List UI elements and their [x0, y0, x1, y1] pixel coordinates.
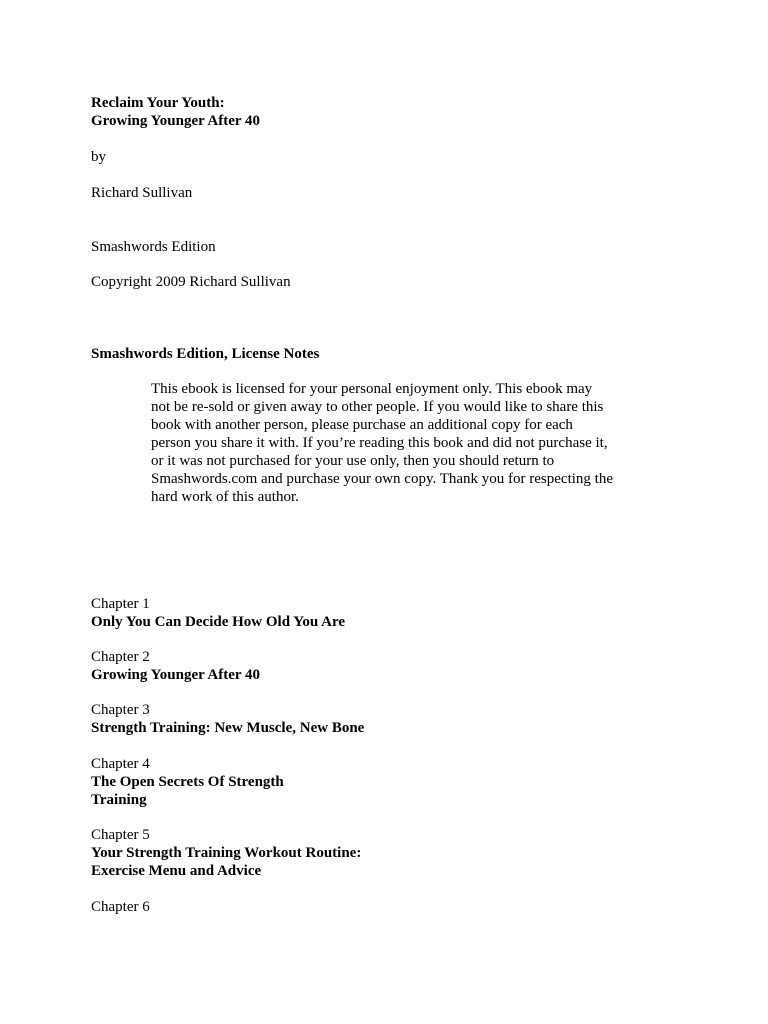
license-line: person you share it with. If you’re reading this book and did not purchase it, — [151, 435, 608, 451]
license-heading: Smashwords Edition, License Notes — [91, 346, 320, 362]
chapter-title: Only You Can Decide How Old You Are — [91, 614, 346, 630]
chapter-label: Chapter 1 — [91, 596, 150, 612]
copyright-notice: Copyright 2009 Richard Sullivan — [91, 274, 291, 290]
license-line: or it was not purchased for your use only, then you should return to — [151, 453, 555, 469]
chapter-label: Chapter 5 — [91, 827, 150, 843]
book-title-line-1: Reclaim Your Youth: — [91, 95, 225, 111]
by-line: by — [91, 149, 106, 165]
chapter-title-continued: Training — [91, 792, 147, 808]
chapter-title: The Open Secrets Of Strength — [91, 774, 284, 790]
chapter-title: Strength Training: New Muscle, New Bone — [91, 720, 365, 736]
book-title-line-2: Growing Younger After 40 — [91, 113, 261, 129]
chapter-label: Chapter 2 — [91, 649, 150, 665]
license-line: hard work of this author. — [151, 489, 299, 505]
chapter-title: Your Strength Training Workout Routine: — [91, 845, 362, 861]
license-line: book with another person, please purchase an additional copy for each — [151, 417, 573, 433]
chapter-title-continued: Exercise Menu and Advice — [91, 863, 262, 879]
chapter-label: Chapter 6 — [91, 899, 150, 915]
edition-label: Smashwords Edition — [91, 239, 216, 255]
license-line: This ebook is licensed for your personal enjoyment only. This ebook may — [151, 381, 593, 397]
license-line: Smashwords.com and purchase your own copy. Thank you for respecting the — [151, 471, 613, 487]
license-line: not be re-sold or given away to other people. If you would like to share this — [151, 399, 604, 415]
chapter-label: Chapter 3 — [91, 702, 150, 718]
author-name: Richard Sullivan — [91, 185, 193, 201]
license-text — [151, 380, 631, 506]
chapter-label: Chapter 4 — [91, 756, 150, 772]
chapter-title: Growing Younger After 40 — [91, 667, 261, 683]
